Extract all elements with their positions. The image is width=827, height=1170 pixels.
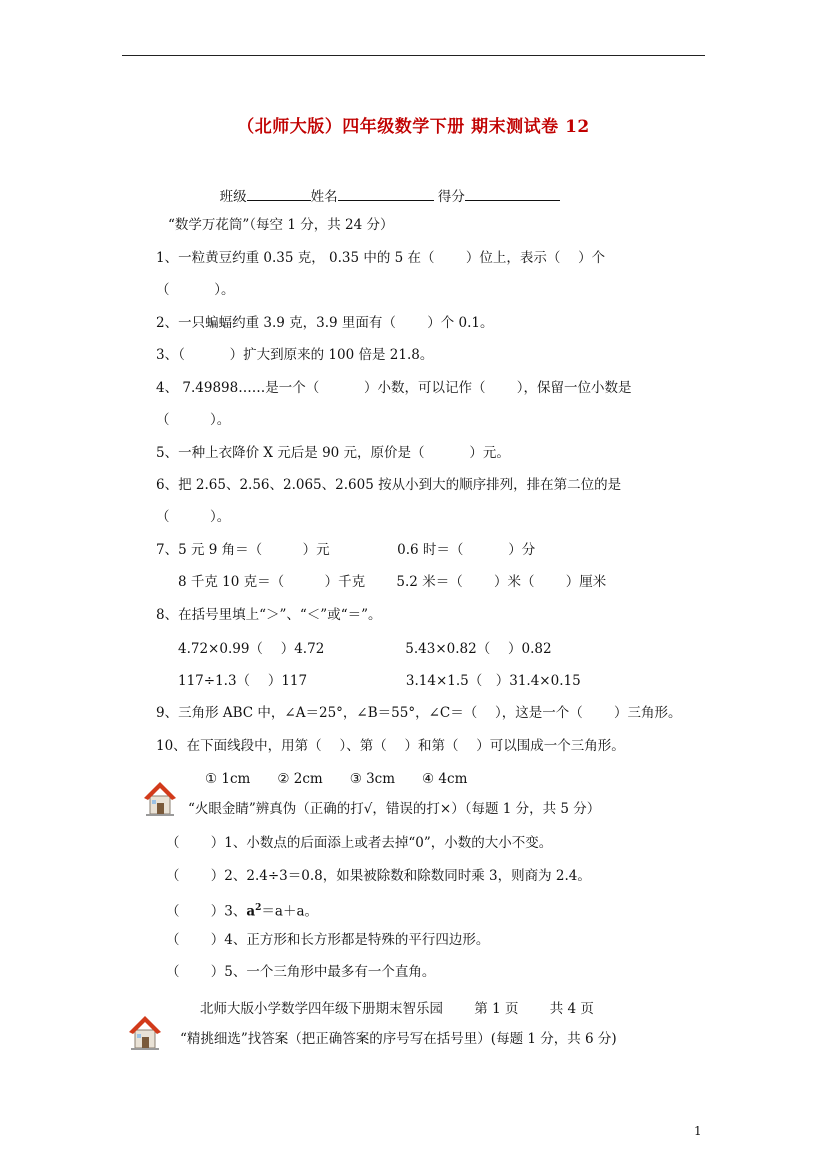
question-line: 117÷1.3（ ）117 3.14×1.5（ ）31.4×0.15 bbox=[178, 673, 581, 689]
true-false-item: （ ）2、2.4÷3＝0.8，如果被除数和除数同时乘 3，则商为 2.4。 bbox=[166, 868, 591, 884]
name-blank[interactable] bbox=[338, 186, 434, 201]
true-false-item bbox=[166, 899, 318, 921]
house-icon bbox=[127, 1012, 163, 1052]
question-line: 10、在下面线段中，用第（ ）、第（ ）和第（ ）可以围成一个三角形。 bbox=[156, 738, 625, 754]
name-label: 姓名 bbox=[310, 189, 338, 205]
question-line: 3、（ ）扩大到原来的 100 倍是 21.8。 bbox=[156, 347, 434, 363]
question-line: 1、一粒黄豆约重 0.35 克， 0.35 中的 5 在（ ）位上，表示（ ）个 bbox=[156, 250, 606, 266]
item3-base: a bbox=[246, 903, 256, 920]
question-line: 9、三角形 ABC 中，∠A＝25°，∠B＝55°，∠C＝（ ），这是一个（ ）三角形。 bbox=[156, 705, 682, 721]
section2-heading: “火眼金睛”辨真伪（正确的打√，错误的打×）（每题 1 分，共 5 分） bbox=[188, 801, 601, 817]
question-line: 4、 7.49898……是一个（ ）小数，可以记作（ ），保留一位小数是 bbox=[156, 380, 632, 396]
section1-heading: “数学万花筒”（每空 1 分，共 24 分） bbox=[168, 217, 394, 233]
item3-suffix: ＝a＋a。 bbox=[261, 903, 319, 920]
class-blank[interactable] bbox=[247, 186, 311, 201]
question-line: 7、5 元 9 角＝（ ）元 0.6 时＝（ ）分 bbox=[156, 542, 536, 558]
question-line: （ ）。 bbox=[156, 509, 231, 525]
house-icon bbox=[142, 778, 178, 818]
question-line: （ ）。 bbox=[156, 282, 235, 298]
score-blank[interactable] bbox=[465, 186, 560, 201]
true-false-item: （ ）5、一个三角形中最多有一个直角。 bbox=[166, 964, 436, 980]
question-line: 8、在括号里填上“＞”、“＜”或“＝”。 bbox=[156, 607, 382, 623]
page-number: 1 bbox=[694, 1124, 702, 1138]
true-false-item: （ ）1、小数点的后面添上或者去掉“0”，小数的大小不变。 bbox=[166, 835, 553, 851]
question-line: 2、一只蝙蝠约重 3.9 克，3.9 里面有（ ）个 0.1。 bbox=[156, 315, 494, 331]
page-footer: 北师大版小学数学四年级下册期末智乐园 第 1 页 共 4 页 bbox=[200, 1001, 594, 1017]
question-line: 6、把 2.65、2.56、2.065、2.605 按从小到大的顺序排列，排在第二位的是 bbox=[156, 477, 622, 493]
header-rule bbox=[122, 55, 705, 56]
page-title: （北师大版）四年级数学下册 期末测试卷 12 bbox=[237, 117, 590, 137]
segment-options: ① 1cm ② 2cm ③ 3cm ④ 4cm bbox=[205, 771, 468, 787]
class-label: 班级 bbox=[219, 189, 247, 205]
student-info-row bbox=[211, 168, 560, 206]
true-false-item: （ ）4、正方形和长方形都是特殊的平行四边形。 bbox=[166, 932, 490, 948]
item3-prefix: （ ）3、 bbox=[166, 903, 247, 920]
question-line: 8 千克 10 克＝（ ）千克 5.2 米＝（ ）米（ ）厘米 bbox=[178, 574, 607, 590]
question-line: 4.72×0.99（ ）4.72 5.43×0.82（ ）0.82 bbox=[178, 641, 552, 657]
section3-heading: “精挑细选”找答案（把正确答案的序号写在括号里）(每题 1 分，共 6 分) bbox=[180, 1031, 617, 1047]
score-label: 得分 bbox=[437, 189, 465, 205]
question-line: （ ）。 bbox=[156, 412, 231, 428]
question-line: 5、一种上衣降价 X 元后是 90 元，原价是（ ）元。 bbox=[156, 445, 510, 461]
item3-exponent: 2 bbox=[255, 903, 262, 913]
